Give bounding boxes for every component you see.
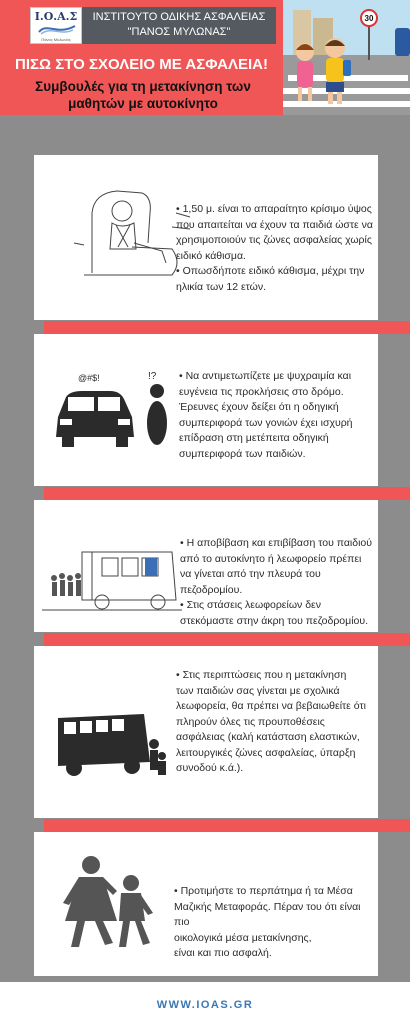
- divider-bar-2: [44, 487, 410, 500]
- divider-bar-3: [44, 633, 410, 646]
- page-subheadline: Συμβουλές για τη μετακίνηση των μαθητών με αυτοκίνητο: [35, 79, 251, 111]
- footer: [0, 982, 410, 1024]
- bus-boarding-icon: [42, 544, 182, 614]
- divider-bar-4: [44, 819, 410, 832]
- logo-subtitle: Πάνος Μυλωνάς: [41, 37, 71, 42]
- child-car-seat-icon: [72, 183, 192, 283]
- page-headline: ΠΙΣΩ ΣΤΟ ΣΧΟΛΕΙΟ ΜΕ ΑΣΦΑΛΕΙΑ!: [15, 56, 268, 73]
- logo-swirl-icon: [37, 22, 77, 36]
- tip-card-1: [34, 155, 378, 320]
- tip-text-2: • Να αντιμετωπίζετε με ψυχραιμία και ευγένεια τις προκλήσεις στο δρόμο. Έρευνες έχουν δείξει ότι η οδηγική συμπεριφορά των γονιών έχει ισχυρή επίδραση στη μετέπειτα οδηγική συμπεριφορά των παιδιών.: [179, 370, 353, 460]
- tip-card-2: [34, 334, 378, 486]
- school-bus-icon: [54, 706, 169, 781]
- divider-bar-1: [44, 321, 410, 334]
- tip-card-3: [34, 500, 378, 632]
- org-name-line2: "ΠΑΝΟΣ ΜΥΛΩΝΑΣ": [127, 26, 231, 38]
- swear-bubble: @#$!: [78, 373, 100, 383]
- tip-text-3: • Η αποβίβαση και επιβίβαση του παιδιού από το αυτοκίνητο ή λεωφορείο πρέπει να γίνεται από την πλευρά του πεζοδρομίου. • Στις στάσεις λεωφορείων δεν στεκόμαστε στην άκρη του πεζοδρομίου.: [180, 537, 372, 627]
- tip-card-5: [34, 832, 378, 976]
- road-rage-icon: [52, 367, 177, 452]
- org-name-line1: ΙΝΣΤΙΤΟΥΤΟ ΟΔΙΚΗΣ ΑΣΦΑΛΕΙΑΣ: [92, 11, 266, 23]
- speed-sign-value: 30: [364, 14, 374, 23]
- children-crossing-illustration: [283, 0, 410, 115]
- tip-text-1: • 1,50 μ. είναι το απαραίτητο κρίσιμο ύψος που απαιτείται να έχουν τα παιδιά ώστε να χρησιμοποιούν τις ζώνες ασφαλείας χωρίς ειδικό κάθισμα. • Οπωσδήποτε ειδικό κάθισμα, μέχρι την ηλικία των 12 ετών.: [176, 203, 373, 293]
- children-walking-icon: [59, 855, 154, 950]
- header-banner: [0, 0, 410, 115]
- tip-card-4: [34, 646, 378, 818]
- tip-text-5: • Προτιμήστε το περπάτημα ή τα Μέσα Μαζικής Μεταφοράς. Πέραν του ότι είναι πιο οικολογικά μέσα μετακίνησης, είναι και πιο ασφαλή.: [174, 885, 361, 959]
- logo-title: Ι.Ο.Α.Σ: [34, 10, 78, 23]
- website-link[interactable]: WWW.IOAS.GR: [156, 999, 254, 1011]
- question-bubble: !?: [148, 371, 157, 382]
- ioas-logo: [30, 7, 82, 44]
- tip-text-4: • Στις περιπτώσεις που η μετακίνηση των παιδιών σας γίνεται με σχολικά λεωφορεία, θα πρέπει να βεβαιωθείτε ότι πληρούν όλες τις προυποθέσεις ασφάλειας (καλή κατάσταση ελαστικών, λειτουργικές ζώνες ασφαλείας, ύπαρξη συνοδού κ.ά.).: [176, 669, 366, 774]
- organization-name: [82, 7, 276, 44]
